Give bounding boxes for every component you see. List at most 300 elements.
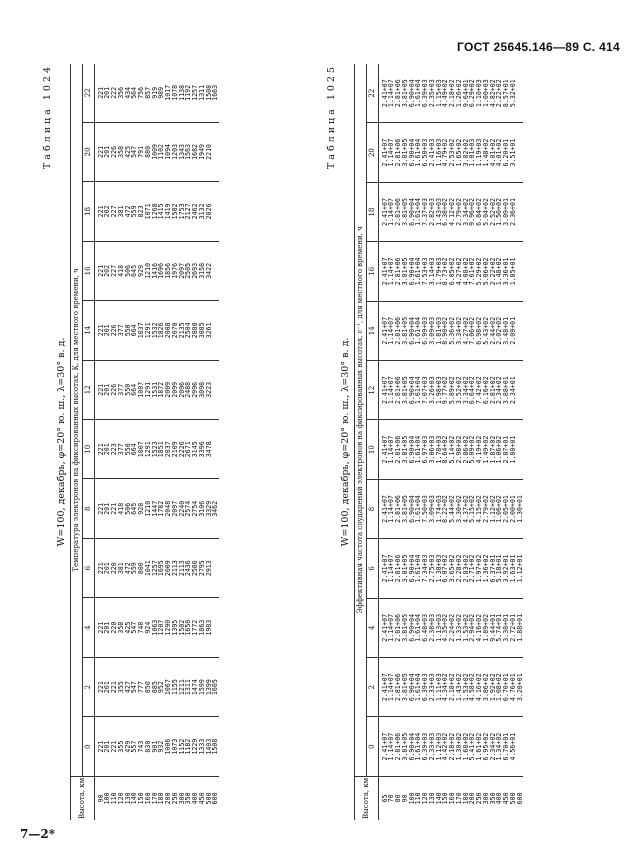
altitude-cell: 300 xyxy=(179,776,186,820)
hour-header: 4 xyxy=(366,598,378,657)
value-cell: 7.34+03 xyxy=(422,539,429,598)
value-cell: 4.19+02 xyxy=(476,420,483,479)
value-cell: 6.90+04 xyxy=(409,598,416,657)
value-cell: 1.85+01 xyxy=(510,242,517,301)
value-cell: 9.96+02 xyxy=(469,182,476,241)
value-cell: 1291 xyxy=(145,420,152,479)
value-cell: 791 xyxy=(138,122,145,181)
value-cell: 506 xyxy=(125,479,132,538)
value-cell: 2008 xyxy=(165,301,172,360)
value-cell: 201 xyxy=(104,301,111,360)
value-cell: 2.81+06 xyxy=(395,301,402,360)
altitude-cell: 110 xyxy=(111,776,118,820)
hour-header: 6 xyxy=(366,539,378,598)
value-cell: 7.61+02 xyxy=(469,242,476,301)
value-cell: 1007 xyxy=(138,360,145,419)
value-cell: 3.26+03 xyxy=(429,360,436,419)
value-cell: 664 xyxy=(131,301,138,360)
value-cell: 1.14+07 xyxy=(388,420,395,479)
value-cell: 743 xyxy=(138,717,145,776)
value-cell: 1.53+02 xyxy=(463,658,470,717)
value-cell: 1.92+02 xyxy=(490,658,497,717)
altitude-cell: 200 xyxy=(165,776,172,820)
value-cell: 4.01+02 xyxy=(496,123,503,182)
value-cell: 6.90+04 xyxy=(409,420,416,479)
value-cell: 5.06+02 xyxy=(483,242,490,301)
value-cell: 1.15+03 xyxy=(434,79,443,108)
value-cell: 1.11+03 xyxy=(436,658,443,717)
value-cell: 1.12+02 xyxy=(490,479,497,538)
value-cell: 857 xyxy=(143,86,152,99)
altitude-cell: 250 xyxy=(172,776,179,820)
table-1025 xyxy=(354,64,523,820)
altitude-cell: 100 xyxy=(104,776,111,820)
value-cell: 3085 xyxy=(199,301,206,360)
value-cell: 1.89+02 xyxy=(483,598,490,657)
altitude-cell: 90 xyxy=(402,776,409,820)
value-cell: 748 xyxy=(138,598,145,657)
value-cell: 1.33+02 xyxy=(456,598,463,657)
value-cell: 1291 xyxy=(145,360,152,419)
value-cell: 3396 xyxy=(199,420,206,479)
value-cell: 3.09+03 xyxy=(429,301,436,360)
value-cell: 1.26+02 xyxy=(454,79,463,108)
value-cell: 2.79+02 xyxy=(483,479,490,538)
value-cell: 3.92+01 xyxy=(503,539,510,598)
value-cell: 2.81+06 xyxy=(395,420,402,479)
value-cell: 6.90+04 xyxy=(407,79,416,108)
value-cell: 5.14+02 xyxy=(449,420,456,479)
value-cell: 6.39+03 xyxy=(422,658,429,717)
value-cell: 1.13+03 xyxy=(436,598,443,657)
value-cell: 1856 xyxy=(165,241,172,300)
value-cell: 5.41+02 xyxy=(469,717,476,776)
value-cell: 9.64+01 xyxy=(461,79,470,108)
value-cell: 2.22+02 xyxy=(490,242,497,301)
value-cell: 1983 xyxy=(206,598,213,657)
value-cell: 3.81+05 xyxy=(402,420,409,479)
table-1025-label: Таблица 1025 xyxy=(326,64,337,170)
value-cell: 6.84+02 xyxy=(476,182,483,241)
value-cell: 221 xyxy=(94,122,104,181)
value-cell: 1.30+02 xyxy=(456,717,463,776)
altitude-cell: 200 xyxy=(469,776,476,820)
value-cell: 2693 xyxy=(192,241,199,300)
value-cell xyxy=(212,420,219,479)
value-cell: 2.41+07 xyxy=(378,360,388,419)
value-cell: 2.83+02 xyxy=(463,539,470,598)
altitude-cell: 450 xyxy=(503,776,510,820)
altitude-cell: 600 xyxy=(212,776,219,820)
value-cell: 1006 xyxy=(165,717,172,776)
value-cell: 2.98+02 xyxy=(456,420,463,479)
value-cell: 2.18+02 xyxy=(449,658,456,717)
value-cell: 3.06+03 xyxy=(429,420,436,479)
value-cell: 1073 xyxy=(172,717,179,776)
table-1024-label: Таблица 1024 xyxy=(42,64,53,170)
value-cell: 850 xyxy=(145,657,152,716)
value-cell: 1.14+07 xyxy=(388,123,395,182)
value-cell: 6.90+04 xyxy=(409,479,416,538)
value-cell: 2097 xyxy=(172,479,179,538)
altitude-cell: 180 xyxy=(463,776,470,820)
value-cell: 1.81+03 xyxy=(436,301,443,360)
value-cell: 2462 xyxy=(192,182,199,241)
value-cell: 6.39+03 xyxy=(422,717,429,776)
value-cell: 5.89+02 xyxy=(449,360,456,419)
value-cell: 7.53+03 xyxy=(422,242,429,301)
value-cell: 3.09+01 xyxy=(503,182,510,241)
value-cell: 3098 xyxy=(199,360,206,419)
table-1024-body xyxy=(94,64,219,820)
value-cell: 1.61+04 xyxy=(415,539,422,598)
hour-header: 4 xyxy=(82,598,94,657)
value-cell: 221 xyxy=(94,657,104,716)
value-cell: 3.38+01 xyxy=(503,598,510,657)
value-cell: 2009 xyxy=(165,538,172,597)
value-cell: 2.02+02 xyxy=(496,301,503,360)
value-cell: 2240 xyxy=(179,479,186,538)
value-cell: 201 xyxy=(104,717,111,776)
value-cell: 221 xyxy=(94,182,104,241)
value-cell: 547 xyxy=(131,598,138,657)
value-cell: 6.64+02 xyxy=(469,360,476,419)
value-cell: 2.87+01 xyxy=(503,420,510,479)
value-cell: 2037 xyxy=(165,420,172,479)
hour-header: 18 xyxy=(82,182,94,241)
value-cell: 2.18+02 xyxy=(448,79,456,108)
value-cell: 3.02+02 xyxy=(463,123,470,182)
altitude-cell: 120 xyxy=(422,776,429,820)
value-cell: 1.19+03 xyxy=(476,123,483,182)
value-cell: 223 xyxy=(111,420,118,479)
value-cell: 6.90+04 xyxy=(409,539,416,598)
value-cell: 645 xyxy=(131,479,138,538)
hour-header: 22 xyxy=(82,64,94,122)
altitude-cell: 130 xyxy=(125,776,132,820)
value-cell: 2826 xyxy=(206,182,213,241)
value-cell: 1863 xyxy=(199,598,206,657)
value-cell: 929 xyxy=(138,241,145,300)
value-cell: 3422 xyxy=(206,241,213,300)
value-cell: 425 xyxy=(125,598,132,657)
value-cell xyxy=(517,360,524,419)
value-cell: 1138 xyxy=(177,84,186,101)
value-cell: 5.36+02 xyxy=(449,301,456,360)
altitude-cell: 100 xyxy=(409,776,416,820)
value-cell: 4.56+01 xyxy=(510,717,517,776)
value-cell: 201 xyxy=(104,538,111,597)
value-cell: 381 xyxy=(118,182,125,241)
value-cell: 777 xyxy=(138,657,145,716)
value-cell: 885 xyxy=(152,657,159,716)
value-cell: 645 xyxy=(131,241,138,300)
value-cell: 1772 xyxy=(192,598,199,657)
value-cell: 1.14+07 xyxy=(388,479,395,538)
value-cell: 1851 xyxy=(158,420,165,479)
value-cell: 2504 xyxy=(185,301,192,360)
value-cell: 1.08+02 xyxy=(496,658,503,717)
value-cell: 1.14+07 xyxy=(388,598,395,657)
value-cell: 1.61+04 xyxy=(415,123,422,182)
value-cell: 7.42+02 xyxy=(476,360,483,419)
value-cell: 2.34+02 xyxy=(490,717,497,776)
value-cell: 6.90+04 xyxy=(409,123,416,182)
value-cell: 201 xyxy=(104,420,111,479)
value-cell: 358 xyxy=(118,122,125,181)
value-cell: 1399 xyxy=(206,657,213,716)
value-cell: 2210 xyxy=(206,122,213,181)
altitude-header: Высота, км xyxy=(355,776,379,820)
value-cell: 506 xyxy=(125,241,132,300)
value-cell xyxy=(517,420,524,479)
value-cell: 5.43+02 xyxy=(483,301,490,360)
table-1024-title: W=100, декабрь, φ=20° ю. ш., λ=30° в. д. xyxy=(56,337,67,547)
value-cell: 3.51+01 xyxy=(510,123,517,182)
value-cell: 6.37+01 xyxy=(490,539,497,598)
value-cell: 2127 xyxy=(185,182,192,241)
value-cell: 4.08+02 xyxy=(463,242,470,301)
value-cell: 1094 xyxy=(165,122,172,181)
value-cell: 1192 xyxy=(184,84,193,101)
value-cell: 1826 xyxy=(158,301,165,360)
value-cell: 1663 xyxy=(211,84,220,101)
altitude-header: Высота, км xyxy=(71,776,95,820)
value-cell: 664 xyxy=(131,420,138,479)
altitude-cell: 180 xyxy=(158,776,165,820)
value-cell: 1419 xyxy=(165,182,172,241)
value-cell: 3.81+05 xyxy=(402,301,409,360)
value-cell xyxy=(517,301,524,360)
value-cell: 2009 xyxy=(165,360,172,419)
value-cell: 1.63+01 xyxy=(510,539,517,598)
value-cell: 1257 xyxy=(191,84,199,101)
value-cell: 7.07+03 xyxy=(422,360,429,419)
value-cell: 355 xyxy=(118,717,125,776)
value-cell: 3.81+05 xyxy=(402,479,409,538)
value-cell: 2795 xyxy=(199,538,206,597)
value-cell: 3.81+05 xyxy=(402,123,409,182)
value-cell: 2.28+02 xyxy=(456,539,463,598)
value-cell: 2048 xyxy=(165,479,172,538)
value-cell: 1063 xyxy=(152,598,159,657)
value-cell: 2.05+01 xyxy=(503,479,510,538)
value-cell: 1416 xyxy=(152,241,159,300)
hour-header: 10 xyxy=(366,420,378,479)
value-cell: 2.71+02 xyxy=(469,539,476,598)
value-cell: 2.33+03 xyxy=(429,658,436,717)
value-cell: 919 xyxy=(150,86,159,99)
value-cell: 4.27+02 xyxy=(456,242,463,301)
value-cell xyxy=(212,182,219,241)
value-cell: 2099 xyxy=(172,360,179,419)
value-cell: 1078 xyxy=(170,84,179,101)
hour-header: 12 xyxy=(82,360,94,419)
value-cell: 547 xyxy=(131,657,138,716)
value-cell: 6.98+02 xyxy=(476,301,483,360)
value-cell: 2.81+02 xyxy=(490,360,497,419)
value-cell: 1650 xyxy=(185,598,192,657)
value-cell: 201 xyxy=(104,360,111,419)
altitude-cell: 80 xyxy=(395,776,402,820)
value-cell: 3.14+03 xyxy=(429,242,436,301)
value-cell: 1605 xyxy=(212,657,219,716)
hour-header: 8 xyxy=(82,479,94,538)
value-cell: 1976 xyxy=(172,241,179,300)
value-cell: 6.70+01 xyxy=(503,717,510,776)
value-cell: 4.16+02 xyxy=(476,598,483,657)
value-cell: 1.10+03 xyxy=(475,79,483,108)
value-cell: 8.22+02 xyxy=(442,479,449,538)
value-cell: 4.42+02 xyxy=(442,717,449,776)
value-cell: 4.76+01 xyxy=(510,658,517,717)
value-cell: 2.35+03 xyxy=(427,79,436,108)
value-cell: 6.90+04 xyxy=(409,717,416,776)
hour-header: 16 xyxy=(366,242,378,301)
value-cell: 1210 xyxy=(145,479,152,538)
value-cell: 3.81+05 xyxy=(400,79,409,108)
table-1025-subtitle: Эффективная частота соударений электронов на фиксированных высотах, с⁻¹, для местного времени, ч xyxy=(355,64,367,776)
value-cell: 1102 xyxy=(158,122,165,181)
value-cell: 3.52+02 xyxy=(456,360,463,419)
value-cell: 1207 xyxy=(158,598,165,657)
value-cell: 2097 xyxy=(179,241,186,300)
value-cell: 1563 xyxy=(185,122,192,181)
value-cell: 2.82+03 xyxy=(429,182,436,241)
value-cell: 2.86+02 xyxy=(463,420,470,479)
value-cell: 1403 xyxy=(206,717,213,776)
value-cell: 3.81+05 xyxy=(402,182,409,241)
hour-header-row xyxy=(366,64,378,820)
altitude-cell: 140 xyxy=(436,776,443,820)
value-cell xyxy=(517,182,524,241)
value-cell: 221 xyxy=(94,598,104,657)
value-cell: 9.77+02 xyxy=(442,360,449,419)
altitude-cell: 500 xyxy=(206,776,213,820)
value-cell: 2913 xyxy=(206,538,213,597)
hour-header: 20 xyxy=(366,123,378,182)
value-cell: 3.81+05 xyxy=(402,658,409,717)
value-cell: 1311 xyxy=(185,657,192,716)
value-cell: 227 xyxy=(111,182,118,241)
altitude-cell: 160 xyxy=(449,776,456,820)
value-cell: 3.36+01 xyxy=(503,242,510,301)
value-cell: 559 xyxy=(131,182,138,241)
value-cell: 2.41+07 xyxy=(378,301,388,360)
value-cell: 2586 xyxy=(192,538,199,597)
value-cell: 6.05+02 xyxy=(449,242,456,301)
hour-header: 6 xyxy=(82,538,94,597)
altitude-cell: 170 xyxy=(152,776,159,820)
value-cell: 1.48+02 xyxy=(483,123,490,182)
altitude-cell: 400 xyxy=(496,776,503,820)
value-cell: 2.24+02 xyxy=(449,598,456,657)
value-cell: 221 xyxy=(111,717,118,776)
altitude-cell: 350 xyxy=(490,776,497,820)
value-cell: 1.12+01 xyxy=(517,539,524,598)
value-cell: 1.74+03 xyxy=(436,479,443,538)
value-cell: 1.61+02 xyxy=(476,717,483,776)
altitude-cell: 65 xyxy=(378,776,388,820)
value-cell: 2.81+06 xyxy=(395,479,402,538)
hour-header: 0 xyxy=(366,717,378,776)
hour-header: 10 xyxy=(82,420,94,479)
value-cell: 3462 xyxy=(212,479,219,538)
value-cell: 355 xyxy=(118,657,125,716)
page-footer: 7—2* xyxy=(20,827,55,841)
value-cell: 5.09+02 xyxy=(469,420,476,479)
value-cell: 1.61+04 xyxy=(415,301,422,360)
value-cell: 2.81+06 xyxy=(395,123,402,182)
value-cell: 1.12+03 xyxy=(436,717,443,776)
value-cell: 5.74+01 xyxy=(496,598,503,657)
value-cell: 823 xyxy=(138,182,145,241)
value-cell: 928 xyxy=(138,479,145,538)
rotated-content xyxy=(42,64,620,820)
value-cell: 3106 xyxy=(199,479,206,538)
hour-header: 14 xyxy=(366,301,378,360)
value-cell: 564 xyxy=(130,86,139,99)
value-cell: 1041 xyxy=(145,538,152,597)
altitude-cell: 150 xyxy=(138,776,145,820)
value-cell: 1.34+02 xyxy=(496,717,503,776)
value-cell: 2.75+03 xyxy=(429,539,436,598)
value-cell: 2.34+02 xyxy=(496,360,503,419)
value-cell: 2113 xyxy=(172,538,179,597)
value-cell: 1949 xyxy=(199,122,206,181)
value-cell: 429 xyxy=(125,717,132,776)
value-cell: 1.49+02 xyxy=(483,420,490,479)
table-row xyxy=(517,64,524,820)
value-cell: 221 xyxy=(111,479,118,538)
value-cell: 559 xyxy=(131,538,138,597)
value-cell: 226 xyxy=(111,122,118,181)
value-cell: 1.61+04 xyxy=(415,658,422,717)
value-cell: 2070 xyxy=(172,301,179,360)
value-cell: 7.37+03 xyxy=(422,182,429,241)
value-cell: 2.41+07 xyxy=(378,658,388,717)
value-cell: 6.38+02 xyxy=(442,182,449,241)
value-cell xyxy=(212,538,219,597)
value-cell: 3158 xyxy=(199,241,206,300)
value-cell: 2.81+06 xyxy=(395,658,402,717)
value-cell: 2574 xyxy=(185,479,192,538)
value-cell xyxy=(212,360,219,419)
value-cell: 221 xyxy=(96,86,105,99)
altitude-cell: 400 xyxy=(192,776,199,820)
value-cell: 1.01+03 xyxy=(469,123,476,182)
altitude-cell: 150 xyxy=(442,776,449,820)
value-cell: 220 xyxy=(111,538,118,597)
value-cell: 472 xyxy=(125,182,132,241)
value-cell: 201 xyxy=(104,657,111,716)
value-cell: 2.41+07 xyxy=(378,717,388,776)
altitude-cell: 450 xyxy=(199,776,206,820)
value-cell: 434 xyxy=(123,86,132,99)
table-row xyxy=(125,64,132,820)
value-cell: 1.61+04 xyxy=(415,360,422,419)
value-cell: 1395 xyxy=(172,598,179,657)
value-cell: 5.32+01 xyxy=(508,79,517,108)
value-cell: 550 xyxy=(125,420,132,479)
value-cell: 418 xyxy=(118,479,125,538)
value-cell: 1.61+04 xyxy=(415,242,422,301)
value-cell: 1.97+02 xyxy=(476,539,483,598)
value-cell: 221 xyxy=(94,241,104,300)
value-cell: 6.50+03 xyxy=(422,123,429,182)
value-cell: 1.06+02 xyxy=(496,420,503,479)
value-cell: 1009 xyxy=(152,122,159,181)
